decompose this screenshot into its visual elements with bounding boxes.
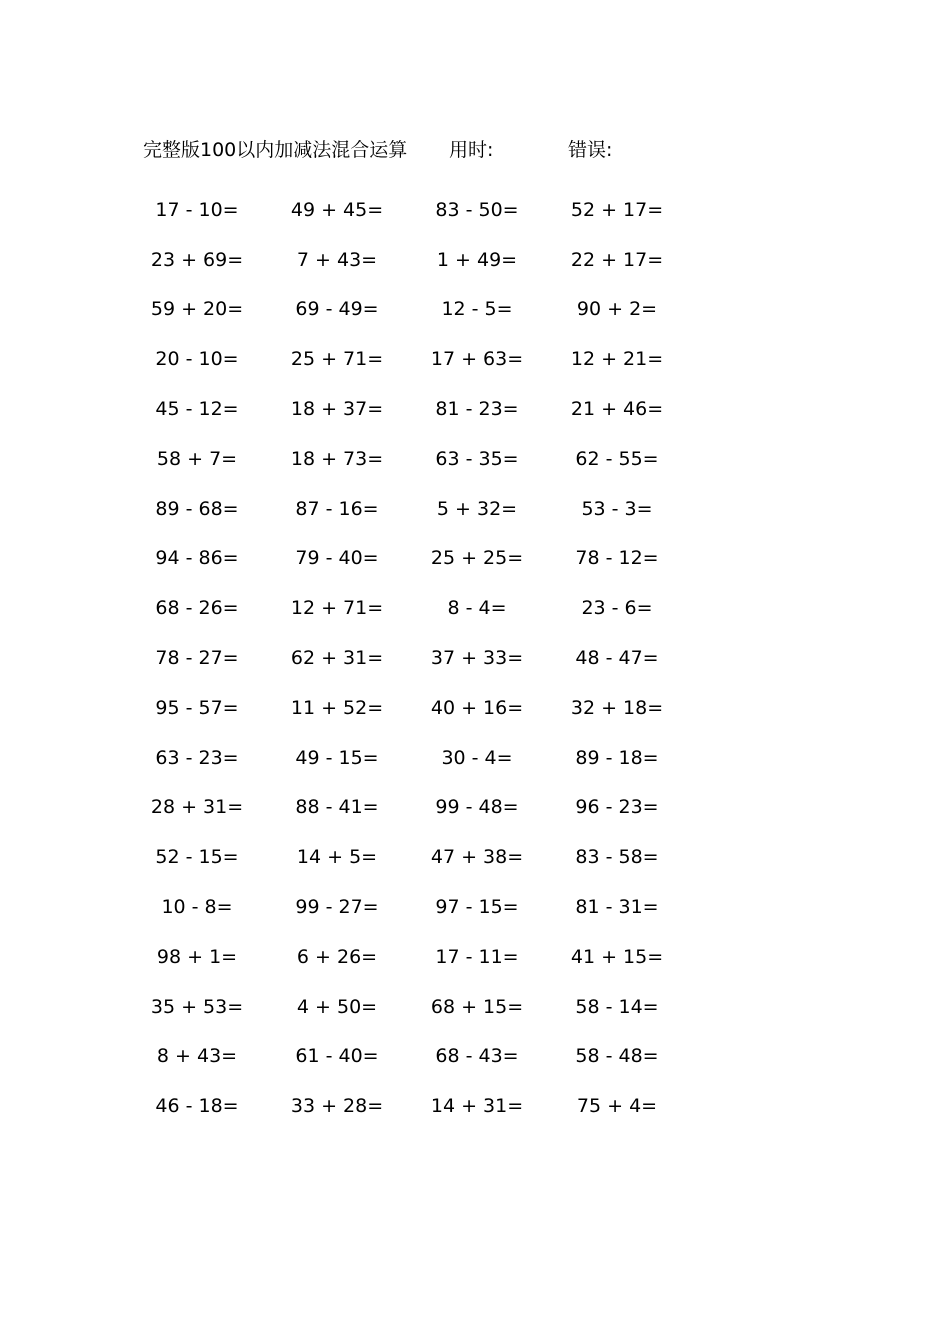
problem-row: [140, 1081, 700, 1131]
arithmetic-problem: 21 + 46=: [570, 398, 664, 421]
error-count-label: 错误:: [568, 139, 613, 161]
arithmetic-problem: 10 - 8=: [161, 896, 233, 919]
problem-row: [140, 185, 700, 235]
problem-row: [140, 285, 700, 335]
arithmetic-problem: 68 - 43=: [435, 1045, 519, 1068]
arithmetic-problem: 37 + 33=: [430, 647, 524, 670]
arithmetic-problem: 47 + 38=: [430, 846, 524, 869]
problem-row: [140, 733, 700, 783]
problem-row: [140, 235, 700, 285]
arithmetic-problem: 22 + 17=: [570, 248, 664, 271]
arithmetic-problem: 79 - 40=: [295, 547, 379, 570]
arithmetic-problem: 8 + 43=: [156, 1045, 238, 1068]
problem-row: [140, 434, 700, 484]
arithmetic-problem: 81 - 23=: [435, 398, 519, 421]
arithmetic-problem: 49 + 45=: [290, 198, 384, 221]
arithmetic-problem: 41 + 15=: [570, 945, 664, 968]
arithmetic-problem: 12 + 71=: [290, 597, 384, 620]
arithmetic-problem: 5 + 32=: [436, 497, 518, 520]
arithmetic-problem: 89 - 18=: [575, 746, 659, 769]
arithmetic-problem: 94 - 86=: [155, 547, 239, 570]
arithmetic-problem: 78 - 12=: [575, 547, 659, 570]
arithmetic-problem: 17 - 10=: [155, 198, 239, 221]
arithmetic-problem: 14 + 5=: [296, 846, 378, 869]
problem-row: [140, 932, 700, 982]
arithmetic-problem: 58 - 14=: [575, 995, 659, 1018]
arithmetic-problem: 99 - 27=: [295, 896, 379, 919]
arithmetic-problem: 58 + 7=: [156, 447, 238, 470]
arithmetic-problem: 25 + 71=: [290, 348, 384, 371]
arithmetic-problem: 49 - 15=: [295, 746, 379, 769]
arithmetic-problem: 97 - 15=: [435, 896, 519, 919]
arithmetic-problem: 62 + 31=: [290, 647, 384, 670]
arithmetic-problem: 4 + 50=: [296, 995, 378, 1018]
arithmetic-problem: 88 - 41=: [295, 796, 379, 819]
problem-row: [140, 633, 700, 683]
arithmetic-problem: 48 - 47=: [575, 647, 659, 670]
arithmetic-problem: 63 - 35=: [435, 447, 519, 470]
arithmetic-problem: 6 + 26=: [296, 945, 378, 968]
arithmetic-problem: 52 - 15=: [155, 846, 239, 869]
problem-row: [140, 832, 700, 882]
problem-row: [140, 534, 700, 584]
arithmetic-problem: 12 + 21=: [570, 348, 664, 371]
arithmetic-problem: 83 - 58=: [575, 846, 659, 869]
arithmetic-problem: 89 - 68=: [155, 497, 239, 520]
arithmetic-problem: 33 + 28=: [290, 1095, 384, 1118]
arithmetic-problem: 61 - 40=: [295, 1045, 379, 1068]
arithmetic-problem: 63 - 23=: [155, 746, 239, 769]
arithmetic-problem: 23 - 6=: [581, 597, 653, 620]
arithmetic-problem: 58 - 48=: [575, 1045, 659, 1068]
arithmetic-problem: 23 + 69=: [150, 248, 244, 271]
arithmetic-problem: 12 - 5=: [441, 298, 513, 321]
arithmetic-problem: 1 + 49=: [436, 248, 518, 271]
arithmetic-problem: 52 + 17=: [570, 198, 664, 221]
arithmetic-problem: 81 - 31=: [575, 896, 659, 919]
arithmetic-problem: 69 - 49=: [295, 298, 379, 321]
arithmetic-problem: 96 - 23=: [575, 796, 659, 819]
problem-row: [140, 982, 700, 1032]
arithmetic-problem: 83 - 50=: [435, 198, 519, 221]
problem-row: [140, 783, 700, 833]
arithmetic-problem: 35 + 53=: [150, 995, 244, 1018]
arithmetic-problem: 28 + 31=: [150, 796, 244, 819]
arithmetic-problem: 30 - 4=: [441, 746, 513, 769]
arithmetic-problem: 45 - 12=: [155, 398, 239, 421]
arithmetic-problem: 46 - 18=: [155, 1095, 239, 1118]
problem-row: [140, 1032, 700, 1082]
arithmetic-problem: 18 + 73=: [290, 447, 384, 470]
problem-row: [140, 882, 700, 932]
arithmetic-problem: 17 + 63=: [430, 348, 524, 371]
arithmetic-problem: 95 - 57=: [155, 696, 239, 719]
arithmetic-problem: 68 + 15=: [430, 995, 524, 1018]
arithmetic-problem: 8 - 4=: [447, 597, 507, 620]
worksheet-header: [143, 136, 743, 164]
arithmetic-problem: 62 - 55=: [575, 447, 659, 470]
arithmetic-problem: 99 - 48=: [435, 796, 519, 819]
time-used-label: 用时:: [449, 139, 494, 161]
arithmetic-problem: 59 + 20=: [150, 298, 244, 321]
arithmetic-problem: 98 + 1=: [156, 945, 238, 968]
problem-row: [140, 484, 700, 534]
arithmetic-problem: 40 + 16=: [430, 696, 524, 719]
arithmetic-problem: 25 + 25=: [430, 547, 524, 570]
arithmetic-problem: 20 - 10=: [155, 348, 239, 371]
problem-row: [140, 334, 700, 384]
problem-grid: [140, 185, 700, 1131]
worksheet-title: 完整版100以内加减法混合运算: [143, 139, 408, 161]
arithmetic-problem: 78 - 27=: [155, 647, 239, 670]
problem-row: [140, 583, 700, 633]
arithmetic-problem: 87 - 16=: [295, 497, 379, 520]
problem-row: [140, 384, 700, 434]
arithmetic-problem: 18 + 37=: [290, 398, 384, 421]
arithmetic-problem: 7 + 43=: [296, 248, 378, 271]
arithmetic-problem: 11 + 52=: [290, 696, 384, 719]
arithmetic-problem: 32 + 18=: [570, 696, 664, 719]
arithmetic-problem: 90 + 2=: [576, 298, 658, 321]
arithmetic-problem: 68 - 26=: [155, 597, 239, 620]
problem-row: [140, 683, 700, 733]
arithmetic-problem: 75 + 4=: [576, 1095, 658, 1118]
arithmetic-problem: 14 + 31=: [430, 1095, 524, 1118]
arithmetic-problem: 53 - 3=: [581, 497, 653, 520]
arithmetic-problem: 17 - 11=: [435, 945, 519, 968]
